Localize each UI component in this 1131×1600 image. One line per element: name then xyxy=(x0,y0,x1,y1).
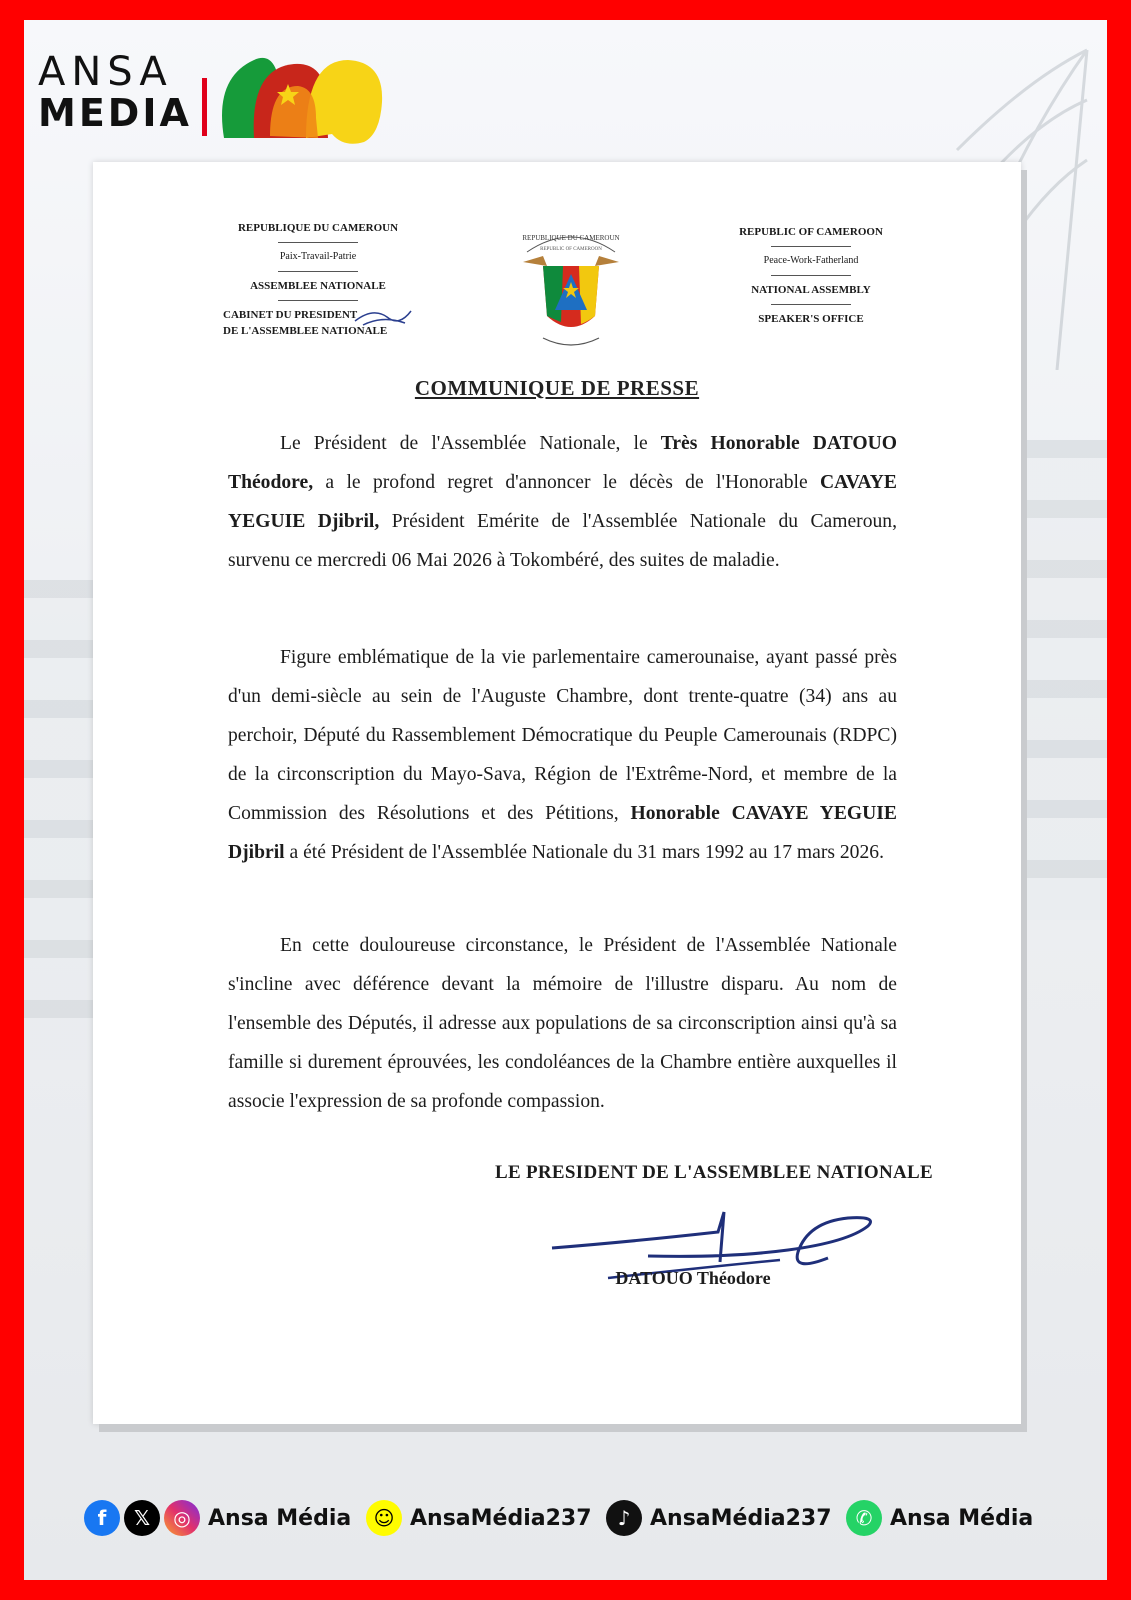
footer-handle-3[interactable]: AnsaMédia237 xyxy=(650,1505,832,1531)
letterhead-institution-fr: ASSEMBLEE NATIONALE xyxy=(250,280,386,292)
footer-handle-4[interactable]: Ansa Média xyxy=(890,1505,1034,1531)
signoff-title: LE PRESIDENT DE L'ASSEMBLEE NATIONALE xyxy=(494,1162,933,1183)
footer-social-group-1[interactable] xyxy=(84,1496,351,1540)
letterhead-french xyxy=(223,220,413,339)
ansa-media-logo xyxy=(38,38,398,148)
letterhead-english xyxy=(721,224,901,327)
paragraph-1 xyxy=(228,424,897,580)
letterhead-rule xyxy=(278,300,358,301)
cameroon-coat-of-arms-icon xyxy=(513,226,629,360)
footer-handle-2[interactable]: AnsaMédia237 xyxy=(410,1505,592,1531)
letterhead-rule xyxy=(278,271,358,272)
poster-frame xyxy=(24,20,1107,1580)
letterhead-office-en: SPEAKER'S OFFICE xyxy=(758,313,864,325)
paragraph-2 xyxy=(228,638,897,872)
footer-handle-1[interactable]: Ansa Média xyxy=(208,1505,352,1531)
logo-separator xyxy=(202,78,207,136)
stamp-scribble xyxy=(353,303,413,333)
letterhead-rule xyxy=(771,246,851,247)
logo-wordmark xyxy=(38,49,192,135)
p1-bold-d: CAVAYE YEGUIE Djibril, xyxy=(228,472,897,532)
letterhead-country-en: REPUBLIC OF CAMEROON xyxy=(739,226,883,238)
footer-social-group-4[interactable] xyxy=(846,1496,1033,1540)
letterhead-rule xyxy=(278,242,358,243)
instagram-icon[interactable]: ◎ xyxy=(164,1500,200,1536)
letterhead-rule xyxy=(771,275,851,276)
snapchat-icon[interactable]: ☺ xyxy=(366,1500,402,1536)
paragraph-3: En cette douloureuse circonstance, le Président de l'Assemblée Nationale s'incline avec déférence devant la mémoire de l'illustre disparu. Au nom de l'ensemble des Députés, il adresse aux populations de sa circonscription ainsi qu'à sa famille si durement éprouvées, les condoléances de la Chambre entière auxquelles il associe l'expression de sa profonde compassion. xyxy=(228,935,897,1112)
p1-bold-b: Très Honorable DATOUO Théodore, xyxy=(228,433,897,493)
emblem-subtext: REPUBLIC OF CAMEROON xyxy=(540,247,602,252)
p2-text-a: Figure emblématique de la vie parlementaire camerounaise, ayant passé près d'un demi-siècle au sein de l'Auguste Chambre, dont trente-quatre (34) ans au perchoir, Député du Rassemblement Démocratique du Peuple Camerounais (RDPC) de la circonscription du Mayo-Sava, Région de l'Extrême-Nord, et membre de la Commission des Résolutions et des Pétitions, xyxy=(228,647,897,824)
p1-text-c: a le profond regret d'annoncer le décès de l'Honorable xyxy=(313,472,821,493)
p1-text-e: Président Emérite de l'Assemblée Nationale du Cameroun, survenu ce mercredi 06 Mai 2026 à Tokombéré, des suites de maladie. xyxy=(228,511,897,571)
letterhead-motto-fr: Paix-Travail-Patrie xyxy=(279,251,357,262)
background-building-right xyxy=(1017,440,1107,920)
tiktok-icon[interactable]: ♪ xyxy=(606,1500,642,1536)
x-twitter-icon[interactable]: 𝕏 xyxy=(124,1500,160,1536)
p2-text-c: a été Président de l'Assemblée Nationale du 31 mars 1992 au 17 mars 2026. xyxy=(284,842,884,863)
letterhead-office-line1: CABINET DU PRESIDENT xyxy=(223,309,358,321)
footer-social-group-2[interactable] xyxy=(366,1496,592,1540)
press-release-document xyxy=(93,162,1021,1424)
letterhead-rule xyxy=(771,304,851,305)
background-building-left xyxy=(24,580,104,1060)
signatory-name: DATOUO Théodore xyxy=(615,1268,771,1288)
logo-text-top: ANSA xyxy=(38,49,173,95)
letterhead-office-line2: DE L'ASSEMBLEE NATIONALE xyxy=(223,325,388,337)
logo-text-bottom: MEDIA xyxy=(38,91,192,135)
letterhead-motto-en: Peace-Work-Fatherland xyxy=(763,255,859,266)
p1-text-a: Le Président de l'Assemblée Nationale, le xyxy=(280,433,661,454)
facebook-icon[interactable]: f xyxy=(84,1500,120,1536)
p2-bold-b: Honorable CAVAYE YEGUIE Djibril xyxy=(228,803,897,863)
letterhead-country-fr: REPUBLIQUE DU CAMEROUN xyxy=(237,222,399,234)
letterhead-office-fr xyxy=(223,307,413,339)
letterhead-institution-en: NATIONAL ASSEMBLY xyxy=(751,284,871,296)
press-release-title: COMMUNIQUE DE PRESSE xyxy=(414,376,700,400)
social-footer xyxy=(84,1496,1064,1540)
emblem-text: REPUBLIQUE DU CAMEROUN xyxy=(522,234,620,242)
logo-m-mark-icon xyxy=(214,38,394,148)
whatsapp-icon[interactable]: ✆ xyxy=(846,1500,882,1536)
footer-social-group-3[interactable] xyxy=(606,1496,832,1540)
